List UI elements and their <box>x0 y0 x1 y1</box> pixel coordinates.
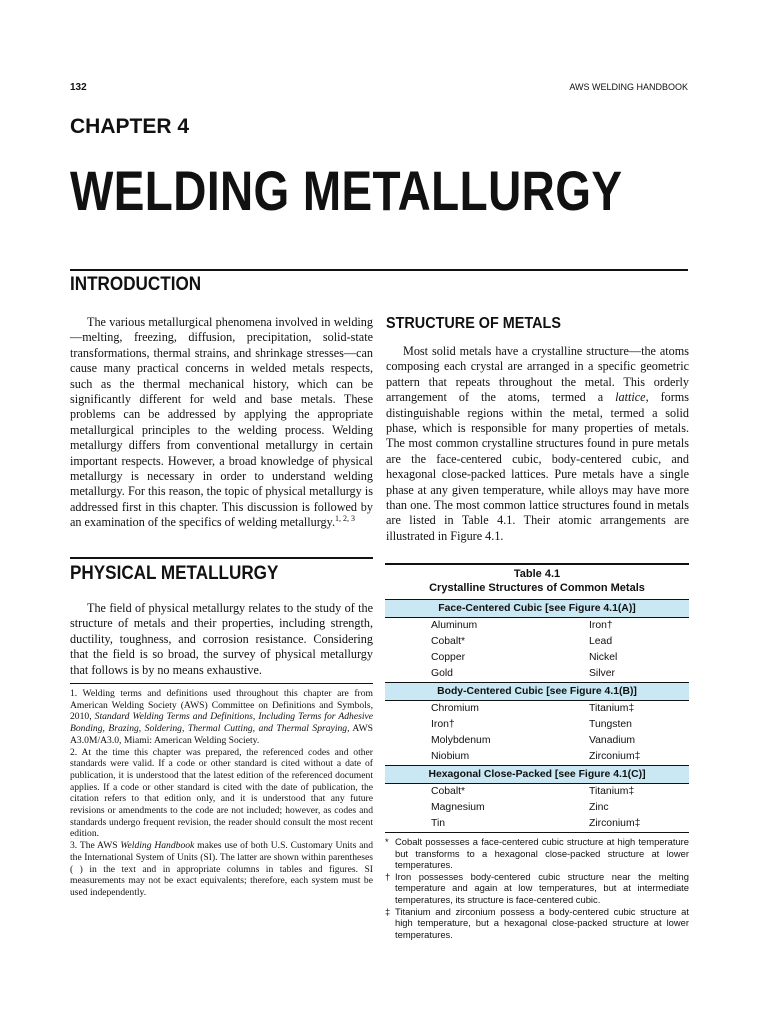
heading-structure-of-metals: STRUCTURE OF METALS <box>386 315 561 332</box>
table-group-fcc <box>385 599 689 682</box>
chapter-label: CHAPTER 4 <box>70 115 190 138</box>
table-row: Gold Silver <box>431 668 615 679</box>
table-title: Crystalline Structures of Common Metals <box>429 582 645 594</box>
table-group-heading: Body-Centered Cubic [see Figure 4.1(B)] <box>385 682 689 701</box>
physical-metallurgy-paragraph: The field of physical metallurgy relates to the study of the structure of metals and their properties, including strength, ductility, toughness, and corrosion resistance. Considering that the field is so broad, the survey of physical metallurgy that follows is by no means exhaustive. <box>70 601 373 677</box>
physical-metallurgy-body <box>70 601 373 678</box>
footnotes <box>70 688 373 899</box>
introduction-body <box>70 315 373 531</box>
table-number: Table 4.1 <box>513 568 561 580</box>
table-note: ‡ Titanium and zirconium possess a body-centered cubic structure at high temperature, but a hexagonal close-packed structure at lower temperatures. <box>385 905 689 940</box>
table-notes <box>385 836 689 940</box>
chapter-title: WELDING METALLURGY <box>70 159 623 222</box>
table-row: Tin Zirconium‡ <box>431 818 641 829</box>
table-note: * Cobalt possesses a face-centered cubic structure at high temperature but transforms to a hexagonal close-packed structure at lower temperatures. <box>385 836 689 871</box>
structure-of-metals-paragraph: Most solid metals have a crystalline structure—the atoms composing each crystal are arranged in a specific geometric pattern that repeats throughout the metal. This orderly arrangement of the atoms, termed a lattice, forms distinguishable regions within the metal, termed a solid phase, which is responsible for many properties of metals. The most common crystalline structures found in pure metals are the face-centered cubic, body-centered cubic, and hexagonal close-packed lattices. Pure metals have a single phase at any given temperature, while alloys may have more than one. The most common lattice structures found in metals are listed in Table 4.1. Their atomic arrangements are illustrated in Figure 4.1. <box>386 344 689 543</box>
introduction-paragraph <box>70 315 373 531</box>
table-row: Copper Nickel <box>431 652 618 663</box>
table-group-bcc <box>385 682 689 765</box>
heading-introduction: INTRODUCTION <box>70 274 202 295</box>
footnote-3: 3. The AWS Welding Handbook makes use of both U.S. Customary Units and the International System of Units (SI). The latter are shown within parentheses ( ) in the text and in appropriate columns in tables and figures. SI measurements may not be exact equivalents; therefore, each system must be used independently. <box>70 840 374 898</box>
table-row: Molybdenum Vanadium <box>431 735 636 746</box>
heading-physical-metallurgy: PHYSICAL METALLURGY <box>70 563 279 584</box>
introduction-text: The various metallurgical phenomena involved in welding—melting, freezing, diffusion, precipitation, solid-state transformations, thermal strains, and shrinkage stresses—can cause many practical concerns in welded metals respects, such as the thermal mechanical history, which can be significantly different for weld and base metals. These problems can be addressed by applying the appropriate metallurgical principles to the welding process. Welding metallurgy differs from conventional metallurgy in certain important respects. However, a broad knowledge of physical metallurgy is necessary in order to understand welding metallurgy. For this reason, the topic of physical metallurgy is addressed first in this chapter. This discussion is followed by an examination of the specifics of welding metallurgy. <box>70 315 373 530</box>
table-row: Iron† Tungsten <box>431 719 632 730</box>
section-rule-introduction <box>70 269 688 271</box>
footnote-2: 2. At the time this chapter was prepared, the referenced codes and other standards were valid. If a code or other standard is cited without a date of publication, it is understood that the latest edition of the referenced document applies. If a code or other standard is cited with the date of publication, the citation refers to that edition only, and it is understood that any future revisions or amendments to the code are not included; however, as codes and standards undergo frequent revision, the reader should consult the most recent edition. <box>70 746 373 840</box>
structure-of-metals-body <box>386 344 689 544</box>
table-group-heading: Hexagonal Close-Packed [see Figure 4.1(C)] <box>385 765 689 784</box>
table-row: Chromium Titanium‡ <box>431 703 635 714</box>
footnote-rule <box>70 683 373 684</box>
table-row: Magnesium Zinc <box>431 802 609 813</box>
table-row: Cobalt* Titanium‡ <box>431 786 635 797</box>
table-row: Cobalt* Lead <box>431 636 613 647</box>
table-note: † Iron possesses body-centered cubic structure near the melting temperature and again at low temperatures, but at intermediate temperatures, its structure is face-centered cubic. <box>385 870 689 905</box>
page-number: 132 <box>70 82 87 93</box>
table-caption <box>385 565 689 595</box>
table-row: Aluminum Iron† <box>431 620 613 631</box>
introduction-refs: 1, 2, 3 <box>335 514 355 524</box>
table-group-hcp <box>385 765 689 832</box>
running-head: AWS WELDING HANDBOOK <box>569 82 688 92</box>
table-group-heading: Face-Centered Cubic [see Figure 4.1(A)] <box>385 599 689 618</box>
footnote-1: 1. Welding terms and definitions used throughout this chapter are from American Welding Society (AWS) Committee on Definitions and Symbols, 2010, Standard Welding Terms and Definitions, Including Terms for Adhesive Bonding, Brazing, Soldering, Thermal Cutting, and Thermal Spraying, AWS A3.0M/A3.0, Miami: American Welding Society. <box>70 688 373 746</box>
section-rule-physical-metallurgy <box>70 557 373 559</box>
table-row: Niobium Zirconium‡ <box>431 751 641 762</box>
table-4-1 <box>385 563 689 940</box>
